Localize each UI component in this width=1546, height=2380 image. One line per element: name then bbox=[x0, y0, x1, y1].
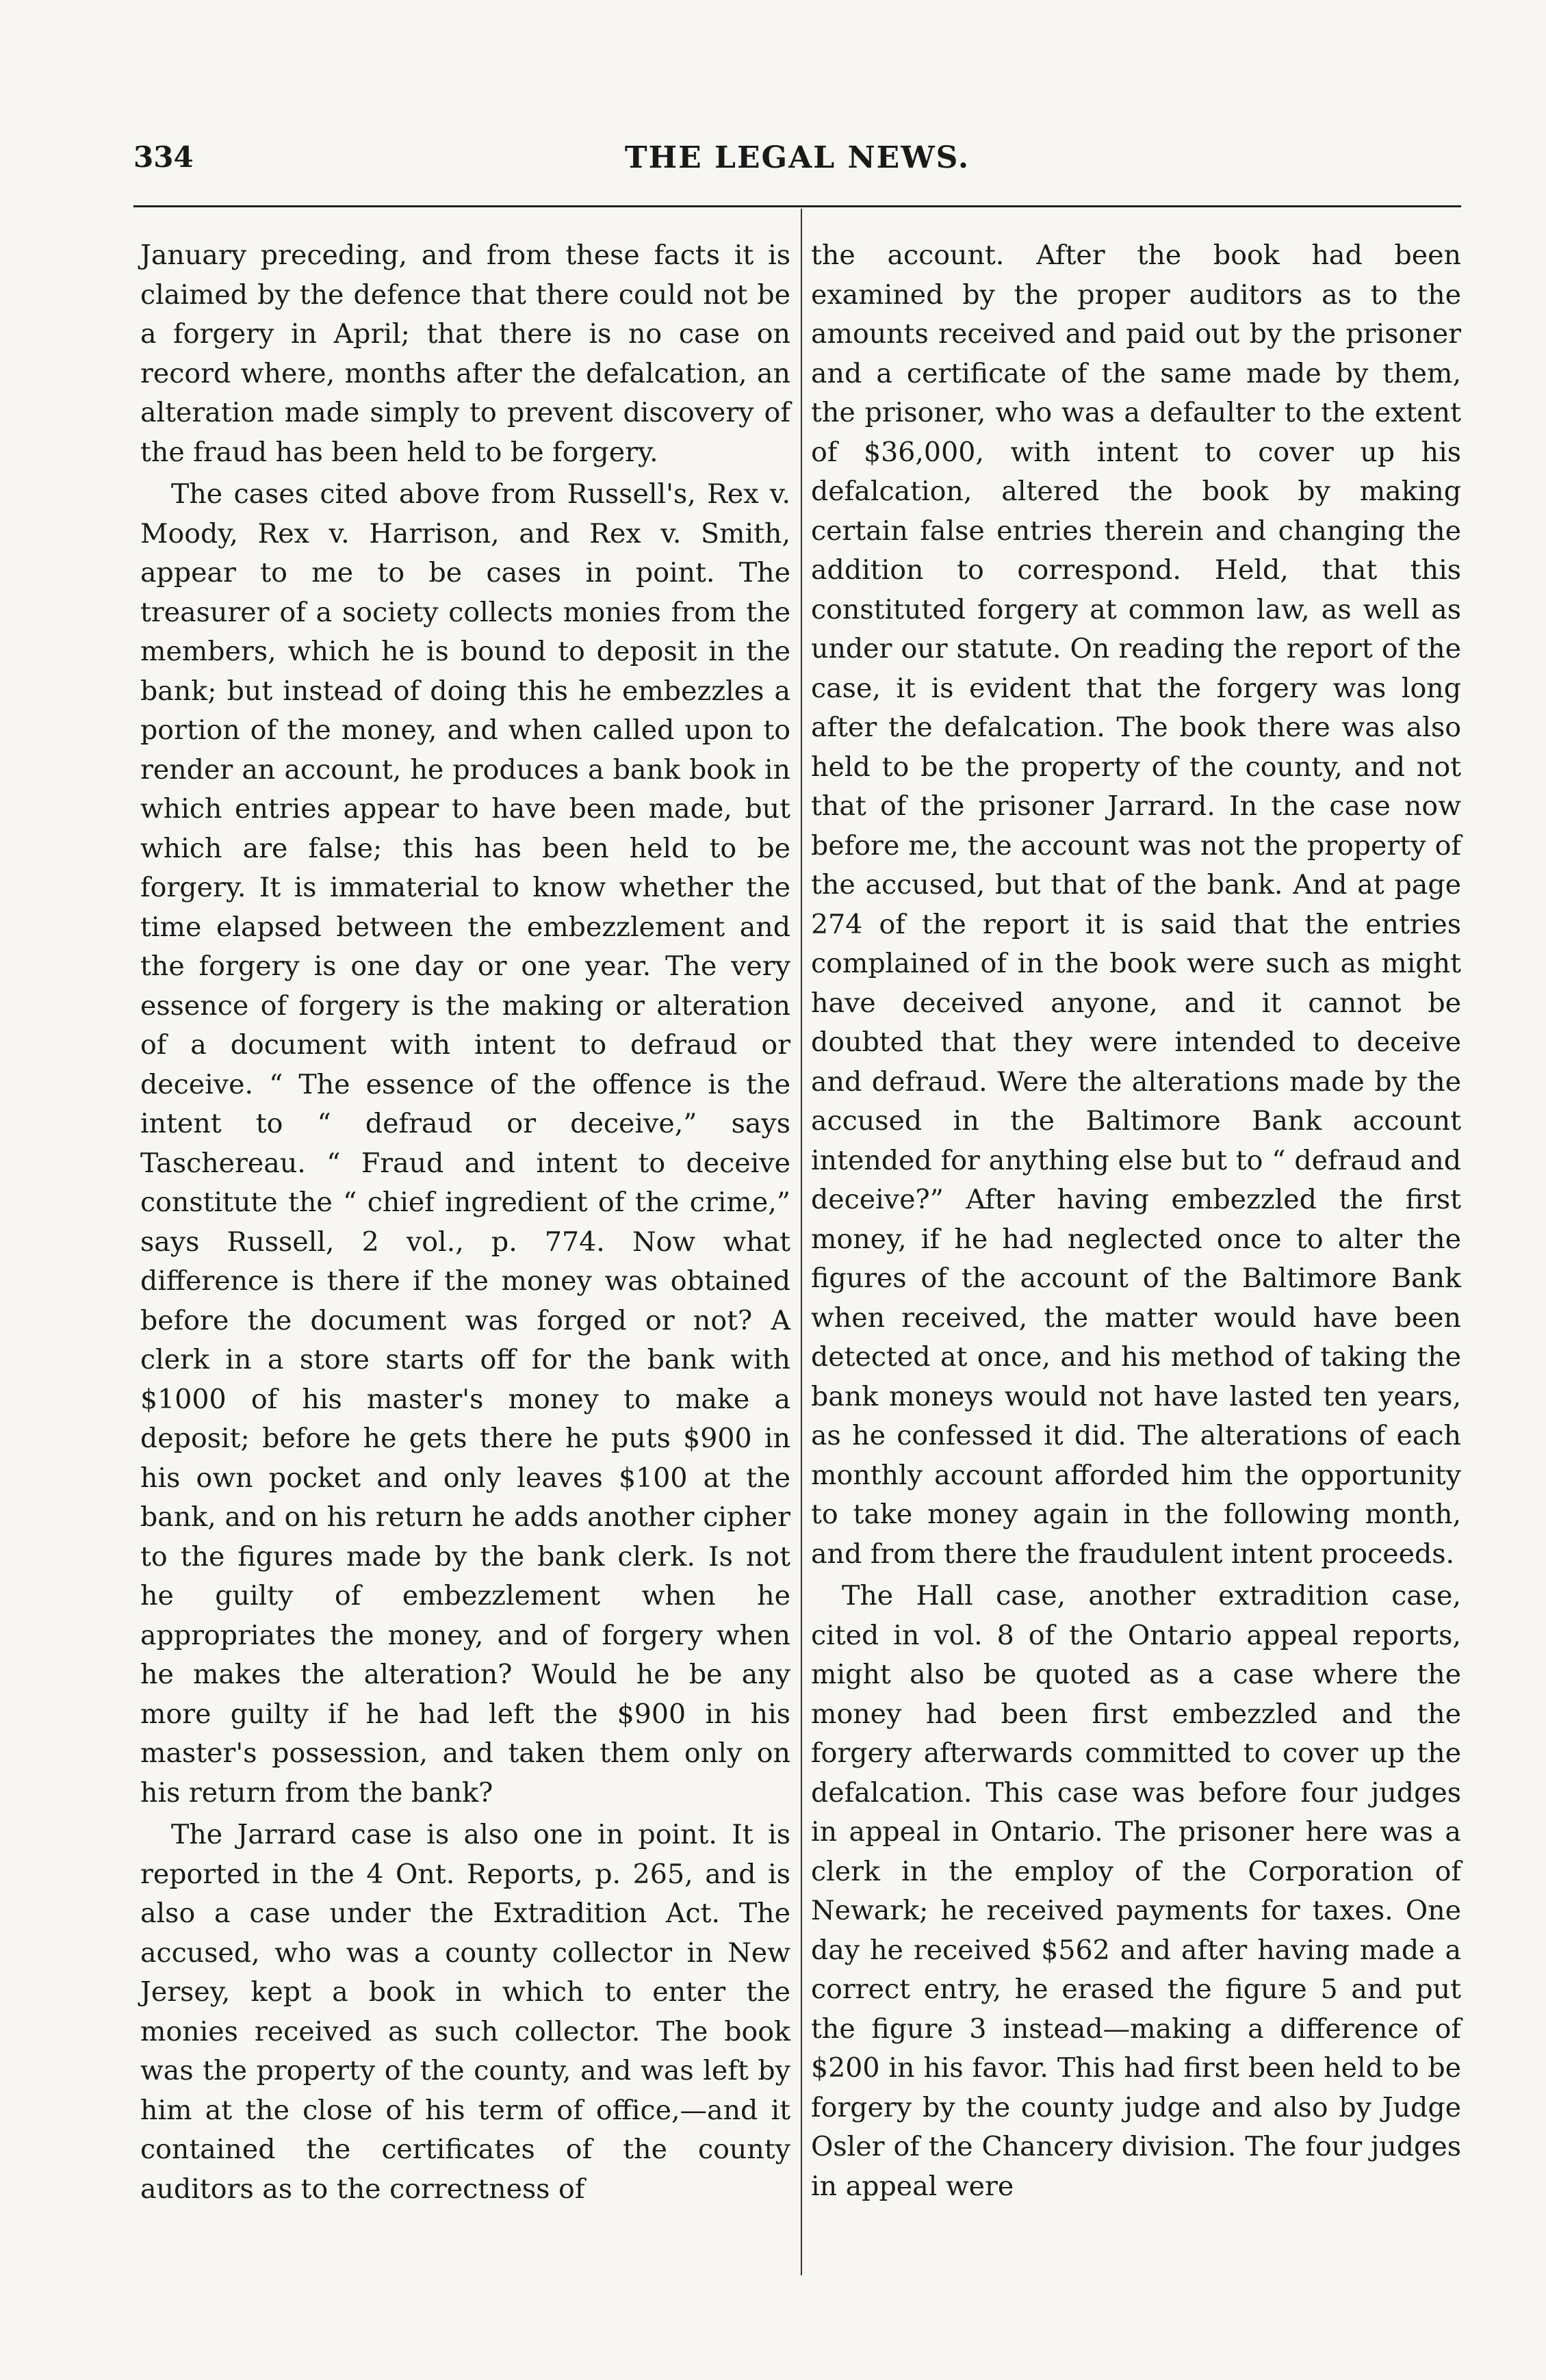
paragraph: January preceding, and from these facts it is claimed by the defence that there could not be a forgery in April; that there is no case on record where, months after the defalcation, an alteration made simply to prevent discovery of the fraud has been held to be forgery. bbox=[140, 240, 790, 468]
running-title: THE LEGAL NEWS. bbox=[624, 140, 970, 175]
header-rule bbox=[133, 205, 1461, 207]
column-divider bbox=[801, 209, 802, 2275]
paragraph: The cases cited above from Russell's, Rex v. Moody, Rex v. Harrison, and Rex v. Smith, appear to me to be cases in point. The treasurer of a society collects monies from the members, which he is bound to deposit in the bank; but instead of doing this he embezzles a portion of the money, and when called upon to render an account, he produces a bank book in which entries appear to have been made, but which are false; this has been held to be forgery. It is immaterial to know whether the time elapsed between the embezzlement and the forgery is one day or one year. The very essence of forgery is the making or alteration of a document with intent to defraud or deceive. “ The essence of the offence is the intent to “ defraud or deceive,” says Taschereau. “ Fraud and intent to deceive constitute the “ chief ingredient of the crime,” says Russell, 2 vol., p. 774. Now what difference is there if the money was obtained before the document was forged or not? A clerk in a store starts off for the bank with $1000 of his master's money to make a deposit; before he gets there he puts $900 in his own pocket and only leaves $100 at the bank, and on his return he adds another cipher to the figures made by the bank clerk. Is not he guilty of embezzlement when he appropriates the money, and of forgery when he makes the alteration? Would he be any more guilty if he had left the $900 in his master's possession, and taken them only on his return from the bank? bbox=[140, 478, 790, 1809]
paragraph: the account. After the book had been examined by the proper auditors as to the amounts received and paid out by the prisoner and a certificate of the same made by them, the prisoner, who was a defaulter to the extent of $36,000, with intent to cover up his defalcation, altered the book by making certain false entries therein and changing the addition to correspond. Held, that this constituted forgery at common law, as well as under our statute. On reading the report of the case, it is evident that the forgery was long after the defalcation. The book there was also held to be the property of the county, and not that of the prisoner Jarrard. In the case now before me, the account was not the property of the accused, but that of the bank. And at page 274 of the report it is said that the entries complained of in the book were such as might have deceived anyone, and it cannot be doubted that they were intended to deceive and defraud. Were the alterations made by the accused in the Baltimore Bank account intended for anything else but to “ defraud and deceive?” After having embezzled the first money, if he had neglected once to alter the figures of the account of the Baltimore Bank when received, the matter would have been detected at once, and his method of taking the bank moneys would not have lasted ten years, as he confessed it did. The alterations of each monthly account afforded him the opportunity to take money again in the following month, and from there the fraudulent intent proceeds. bbox=[811, 240, 1461, 1570]
right-column bbox=[811, 236, 1461, 2206]
paragraph: The Hall case, another extradition case, cited in vol. 8 of the Ontario appeal reports, might also be quoted as a case where the money had been first embezzled and the forgery afterwards committed to cover up the defalcation. This case was before four judges in appeal in Ontario. The prisoner here was a clerk in the employ of the Corporation of Newark; he received payments for taxes. One day he received $562 and after having made a correct entry, he erased the figure 5 and put the figure 3 instead—making a difference of $200 in his favor. This had first been held to be forgery by the county judge and also by Judge Osler of the Chancery division. The four judges in appeal were bbox=[811, 1580, 1461, 2202]
paragraph: The Jarrard case is also one in point. It is reported in the 4 Ont. Reports, p. 265, and is also a case under the Extradition Act. The accused, who was a county collector in New Jersey, kept a book in which to enter the monies received as such collector. The book was the property of the county, and was left by him at the close of his term of office,—and it contained the certificates of the county auditors as to the correctness of bbox=[140, 1819, 790, 2205]
left-column bbox=[140, 236, 790, 2209]
page-header bbox=[133, 140, 1461, 188]
page-number: 334 bbox=[133, 140, 194, 174]
